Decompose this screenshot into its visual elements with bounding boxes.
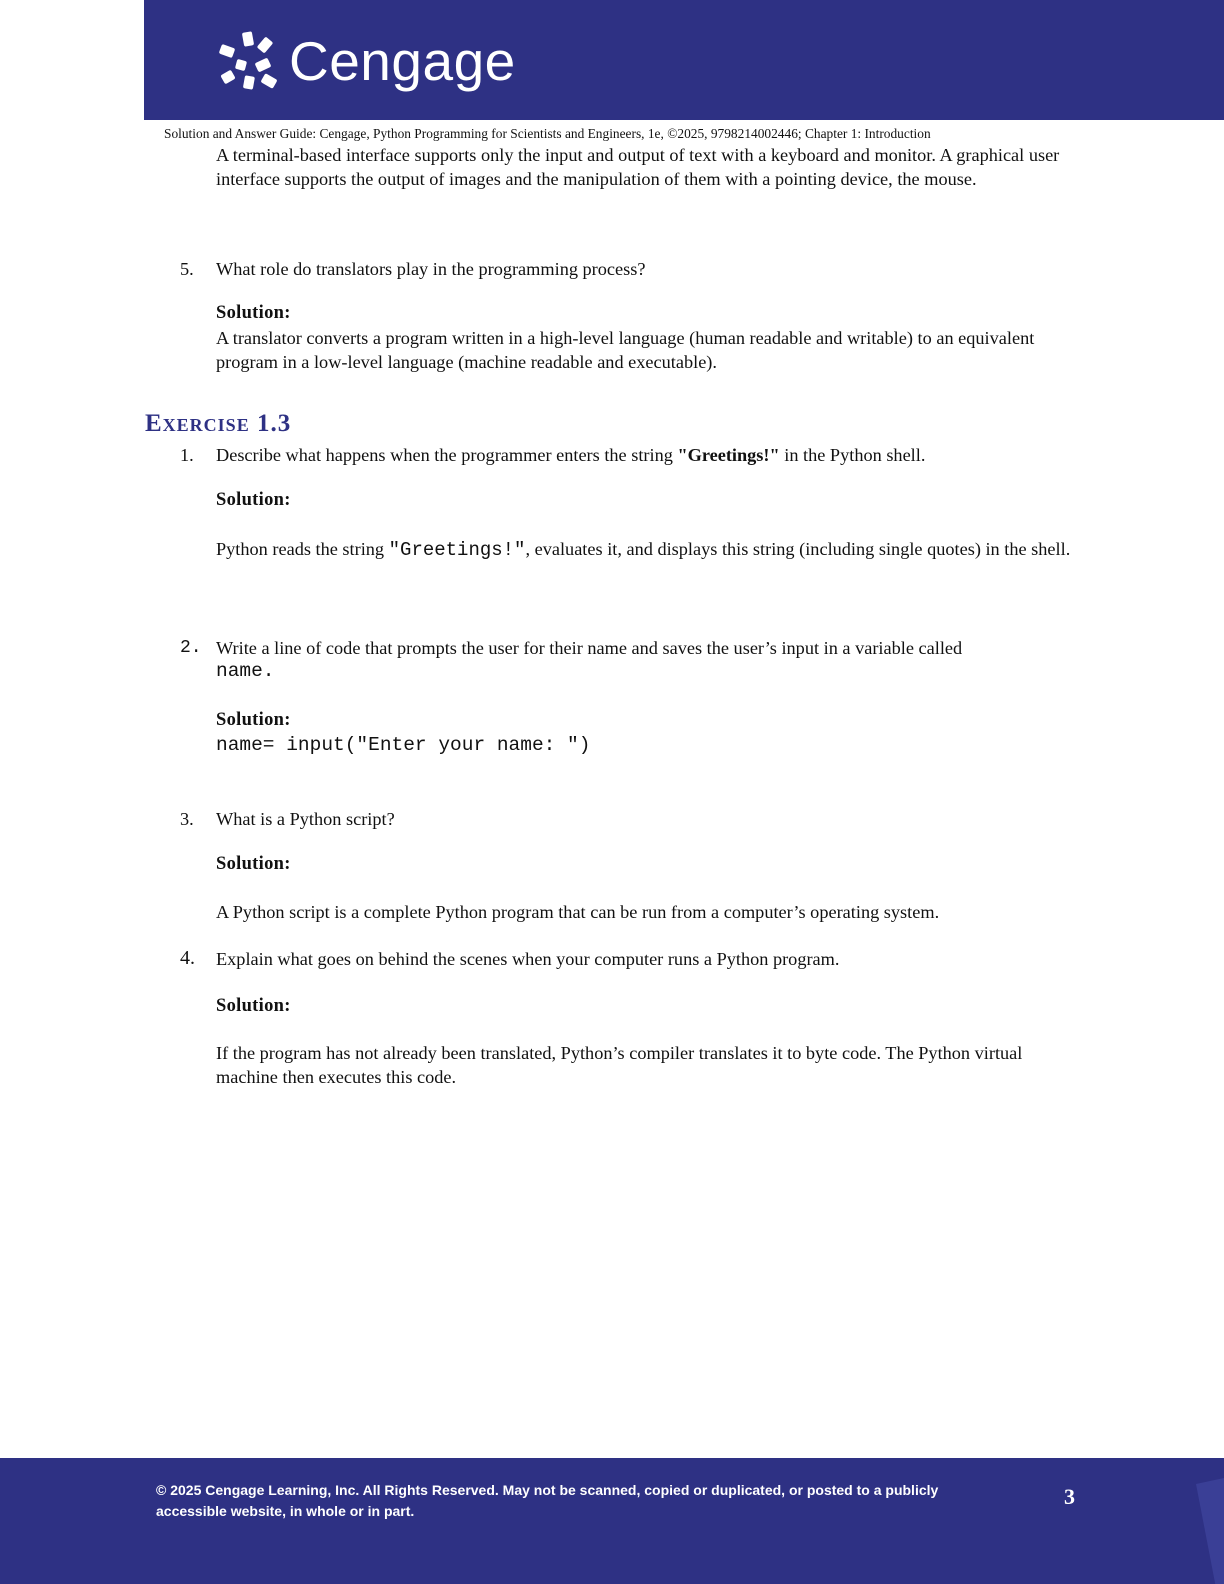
answer-text-part: , evaluates it, and displays this string (including single quotes) in the shell. — [525, 539, 1071, 559]
question-text — [216, 444, 1086, 468]
solution-code: name= input("Enter your name: ") — [216, 734, 591, 756]
cengage-logo-icon — [216, 30, 282, 92]
page-number: 3 — [1064, 1484, 1075, 1509]
answer-text-part: Python reads the string — [216, 539, 389, 559]
copyright-notice: © 2025 Cengage Learning, Inc. All Rights Reserved. May not be scanned, copied or duplicated, or posted to a publicly accessible website, in whole or in part. — [156, 1482, 939, 1519]
answer-text: A Python script is a complete Python program that can be run from a computer’s operating system. — [216, 902, 940, 922]
cengage-logo — [216, 30, 516, 92]
exercise-title: Exercise 1.3 — [145, 410, 292, 437]
question-number: 5. — [180, 259, 194, 279]
answer-text: A translator converts a program written in a high-level language (human readable and writable) to an equivalent program in a low-level language (machine readable and executable). — [216, 328, 1035, 372]
greetings-code: "Greetings!" — [388, 539, 526, 561]
running-head: Solution and Answer Guide: Cengage, Python Programming for Scientists and Engineers, 1e, ©2025, 9798214002446; Chapter 1: Introduction — [164, 126, 931, 141]
question-text: What role do translators play in the programming process? — [216, 259, 646, 279]
question-text-part: in the Python shell. — [779, 445, 926, 465]
solution-label: Solution: — [216, 490, 291, 510]
question-text: What is a Python script? — [216, 809, 395, 829]
header-band — [144, 0, 1224, 120]
question-number: 1. — [180, 445, 194, 465]
question-text-part: Describe what happens when the programmer enters the string — [216, 445, 678, 465]
solution-label: Solution: — [216, 854, 291, 874]
question-number: 3. — [180, 809, 194, 829]
footer-band — [0, 1458, 1224, 1584]
continuation-paragraph: A terminal-based interface supports only the input and output of text with a keyboard and monitor. A graphical user interface supports the output of images and the manipulation of them with a pointing device, the mouse. — [216, 145, 1060, 189]
solution-label: Solution: — [216, 303, 291, 323]
question-text: Explain what goes on behind the scenes when your computer runs a Python program. — [216, 949, 840, 969]
solution-label: Solution: — [216, 710, 291, 730]
answer-text: If the program has not already been translated, Python’s compiler translates it to byte code. The Python virtual machine then executes this code. — [216, 1043, 1023, 1087]
decorative-shape-icon — [1196, 1478, 1224, 1584]
variable-name-code: name. — [216, 660, 275, 682]
question-number: 4. — [180, 947, 195, 969]
question-text: Write a line of code that prompts the user for their name and saves the user’s input in a variable called — [216, 638, 963, 658]
solution-label: Solution: — [216, 996, 291, 1016]
answer-text — [216, 538, 1086, 563]
greetings-string: "Greetings!" — [677, 445, 780, 465]
question-number: 2. — [180, 638, 202, 658]
logo-text: Cengage — [289, 29, 516, 92]
